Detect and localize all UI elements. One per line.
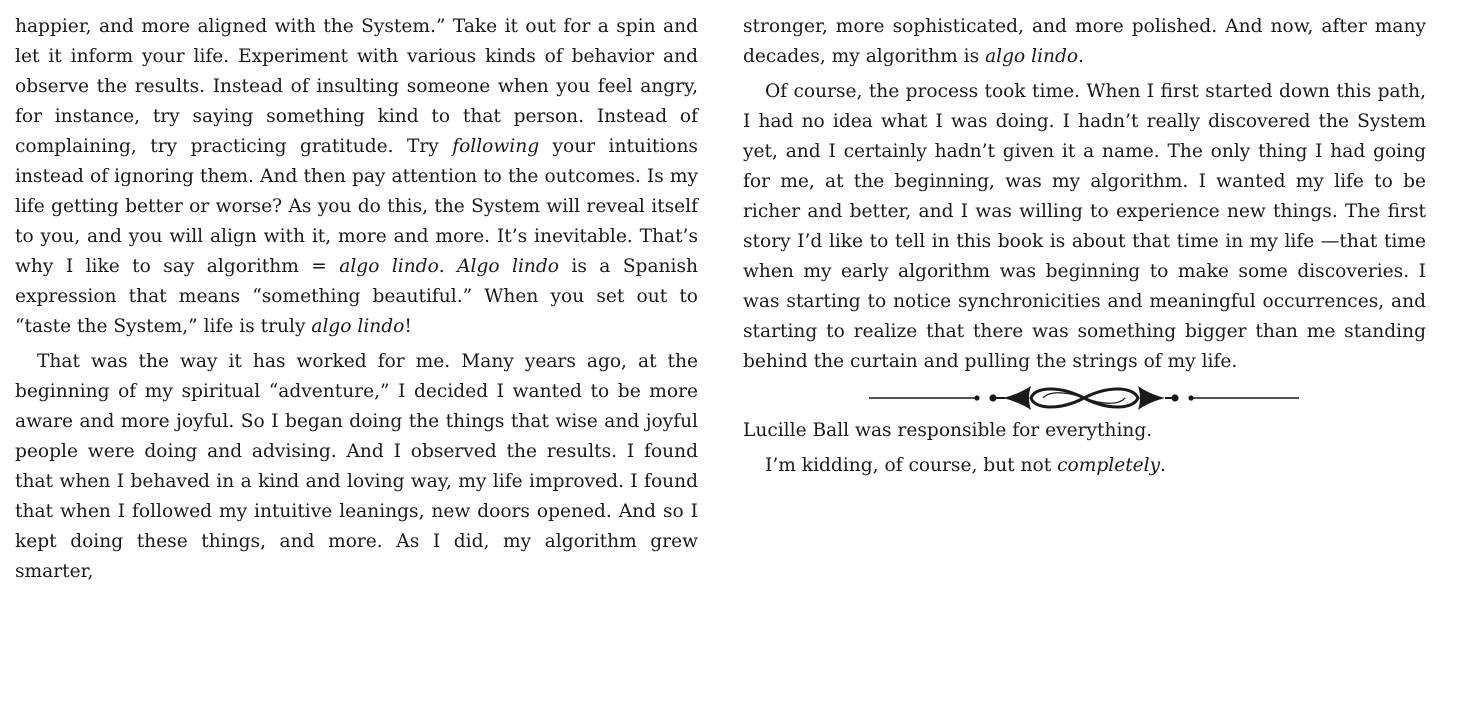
text-run: . (1160, 455, 1167, 476)
left-column (15, 12, 698, 587)
italic-text: algo lindo (985, 46, 1079, 67)
text-run: ! (404, 316, 412, 337)
text-run: your intuitions instead of ignoring them. And then pay attention to the outcomes. Is my life getting better or worse? As you do this, the System will reveal itself to you, and you will align with it, more and more. It’s inevitable. That’s why I like to say algorithm = (15, 136, 698, 277)
italic-text: algo lindo (339, 256, 439, 277)
flourish-divider-icon (743, 385, 1426, 411)
italic-text: following (452, 136, 540, 157)
paragraph-algorithm-continued (743, 12, 1426, 72)
paragraph-process-took-time: Of course, the process took time. When I first started down this path, I had no idea what I was doing. I hadn’t really discovered the System yet, and I certainly hadn’t given it a name. The only thing I had going for me, at the beginning, was my algorithm. I wanted my life to be richer and better, and I was willing to experience new things. The first story I’d like to tell in this book is about that time in my life —that time when my early algorithm was beginning to make some discoveries. I was starting to notice synchronicities and meaningful occurrences, and starting to realize that there was something bigger than me standing behind the curtain and pulling the strings of my life. (743, 81, 1426, 372)
paragraph-kidding (743, 451, 1426, 481)
text-run: . (438, 256, 458, 277)
text-run: I’m kidding, of course, but not (765, 455, 1058, 476)
paragraph-how-it-worked: That was the way it has worked for me. Many years ago, at the beginning of my spiritual “adventure,” I decided I wanted to be more aware and more joyful. So I began doing the things that wise and joyful people were doing and advising. And I observed the results. I found that when I behaved in a kind and loving way, my life improved. I found that when I followed my intuitive leanings, new doors opened. And so I kept doing these things, and more. As I did, my algorithm grew smarter, (15, 351, 698, 582)
text-run: is a Spanish expression that means “something beautiful.” When you set out to “taste the System,” life is truly (15, 256, 698, 337)
text-run: stronger, more sophisticated, and more polished. And now, after many decades, my algorithm is (743, 16, 1426, 67)
paragraph-experiment (15, 12, 698, 342)
paragraph-lucille-ball: Lucille Ball was responsible for everything. (743, 420, 1153, 441)
italic-text: Algo lindo (457, 256, 559, 277)
italic-text: algo lindo (311, 316, 405, 337)
text-run: . (1078, 46, 1085, 67)
text-run: happier, and more aligned with the System.” Take it out for a spin and let it inform your life. Experiment with various kinds of behavior and observe the results. Instead of insulting someone when you feel angry, for instance, try saying something kind to that person. Instead of complaining, try practicing gratitude. Try (15, 16, 698, 157)
italic-text: completely (1057, 455, 1161, 476)
right-column (743, 12, 1426, 481)
